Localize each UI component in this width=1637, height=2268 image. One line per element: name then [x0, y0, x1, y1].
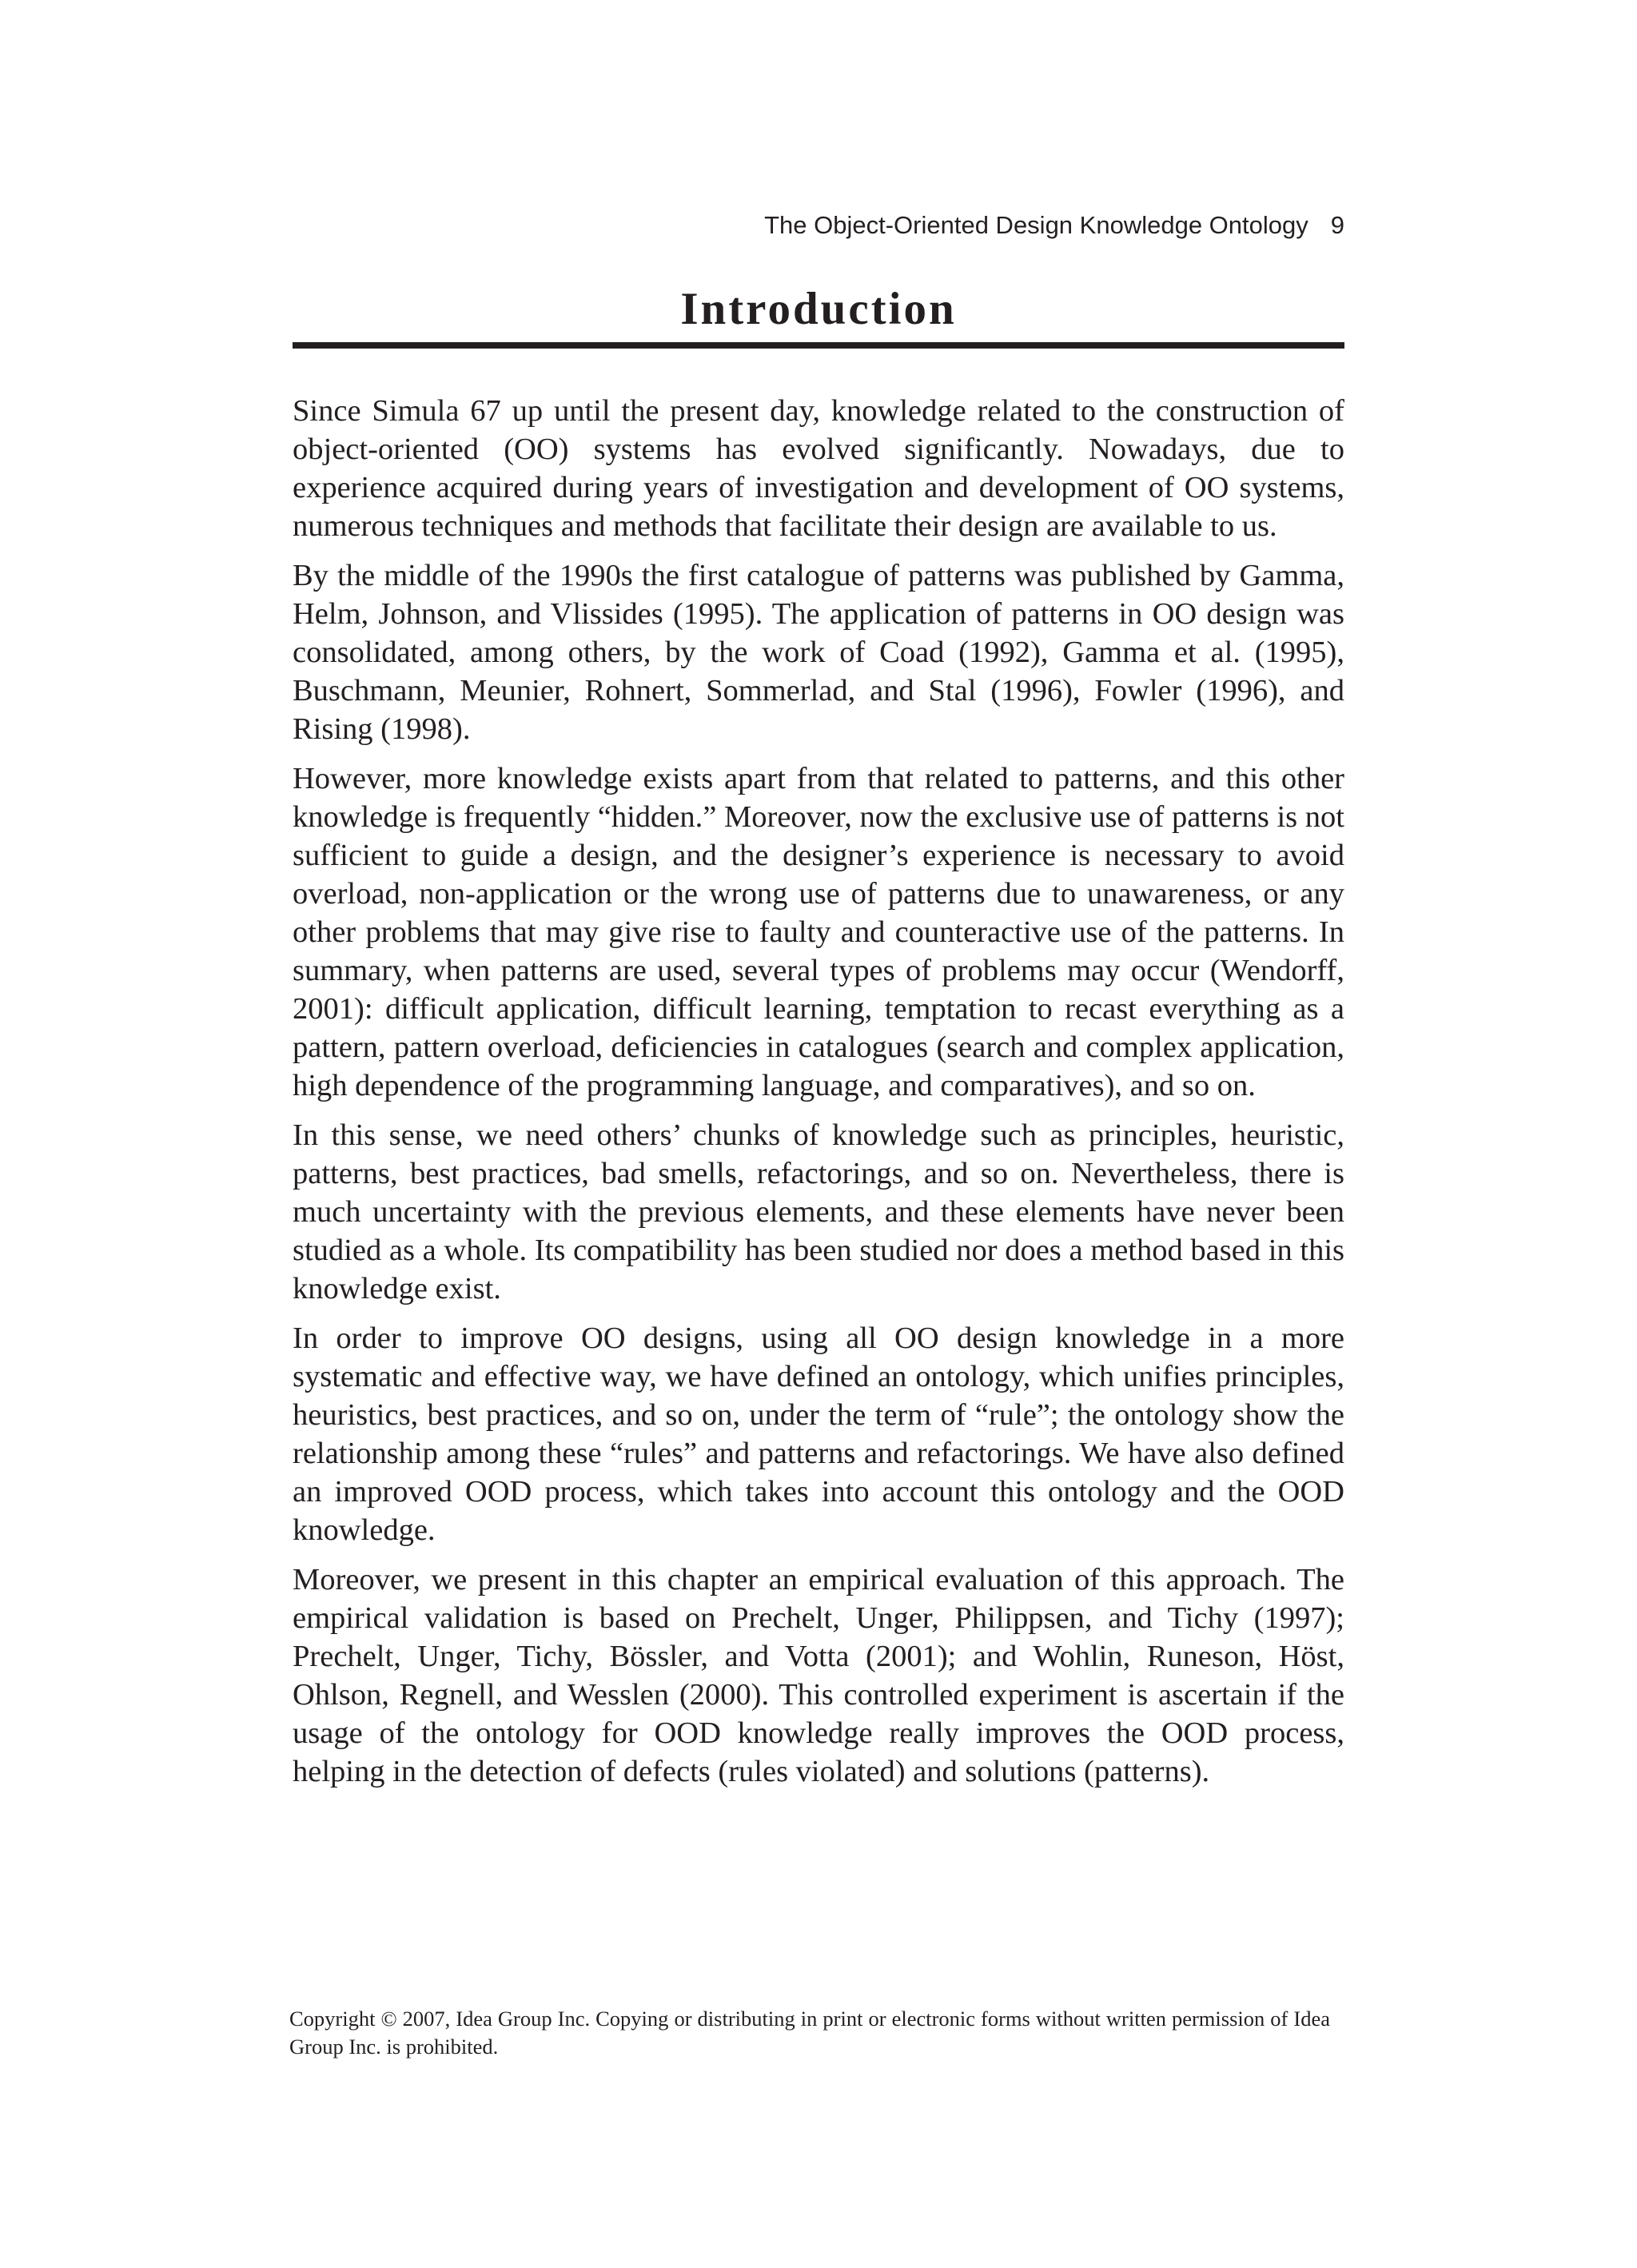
paragraph: Moreover, we present in this chapter an empirical evaluation of this approach. The empirical validation is based on Prechelt, Unger, Philippsen, and Tichy (1997); Prechelt, Unger, Tichy, Bössler, and Votta (2001); and Wohlin, Runeson, Höst, Ohlson, Regnell, and Wesslen (2000). This controlled experiment is ascertain if the usage of the ontology for OOD knowledge really improves the OOD process, helping in the detection of defects (rules violated) and solutions (patterns).	[293, 1563, 1344, 1788]
title-underline-rule	[293, 342, 1344, 349]
paragraph: Since Simula 67 up until the present day, knowledge related to the construction of object-oriented (OO) systems has evolved significantly. Nowadays, due to experience acquired during years of investigation and development of OO systems, numerous techniques and methods that facilitate their design are available to us.	[293, 394, 1344, 543]
running-header	[764, 209, 1344, 241]
paragraph: In this sense, we need others’ chunks of knowledge such as principles, heuristic, patterns, best practices, bad smells, refactorings, and so on. Nevertheless, there is much uncertainty with the previous elements, and these elements have never been studied as a whole. Its compatibility has been studied nor does a method based in this knowledge exist.	[293, 1118, 1344, 1305]
paragraph: However, more knowledge exists apart from that related to patterns, and this other knowledge is frequently “hidden.” Moreover, now the exclusive use of patterns is not sufficient to guide a design, and the designer’s experience is necessary to avoid overload, non-application or the wrong use of patterns due to unawareness, or any other problems that may give rise to faulty and counteractive use of the patterns. In summary, when patterns are used, several types of problems may occur (Wendorff, 2001): difficult application, difficult learning, temptation to recast everything as a pattern, pattern overload, deficiencies in catalogues (search and complex application, high dependence of the programming language, and comparatives), and so on.	[293, 762, 1344, 1102]
running-title: The Object-Oriented Design Knowledge Ontology	[764, 211, 1308, 239]
section-title: Introduction	[680, 284, 957, 334]
paragraph: In order to improve OO designs, using all OO design knowledge in a more systematic and effective way, we have defined an ontology, which unifies principles, heuristics, best practices, and so on, under the term of “rule”; the ontology show the relationship among these “rules” and patterns and refactorings. We have also defined an improved OOD process, which takes into account this ontology and the OOD knowledge.	[293, 1321, 1344, 1547]
copyright-notice: Copyright © 2007, Idea Group Inc. Copying or distributing in print or electronic forms without written permission of Idea Group Inc. is prohibited.	[289, 2007, 1330, 2059]
paragraph: By the middle of the 1990s the first catalogue of patterns was published by Gamma, Helm, Johnson, and Vlissides (1995). The application of patterns in OO design was consolidated, among others, by the work of Coad (1992), Gamma et al. (1995), Buschmann, Meunier, Rohnert, Sommerlad, and Stal (1996), Fowler (1996), and Rising (1998).	[293, 559, 1344, 746]
page-number: 9	[1330, 211, 1344, 239]
body-text	[293, 392, 1344, 1802]
